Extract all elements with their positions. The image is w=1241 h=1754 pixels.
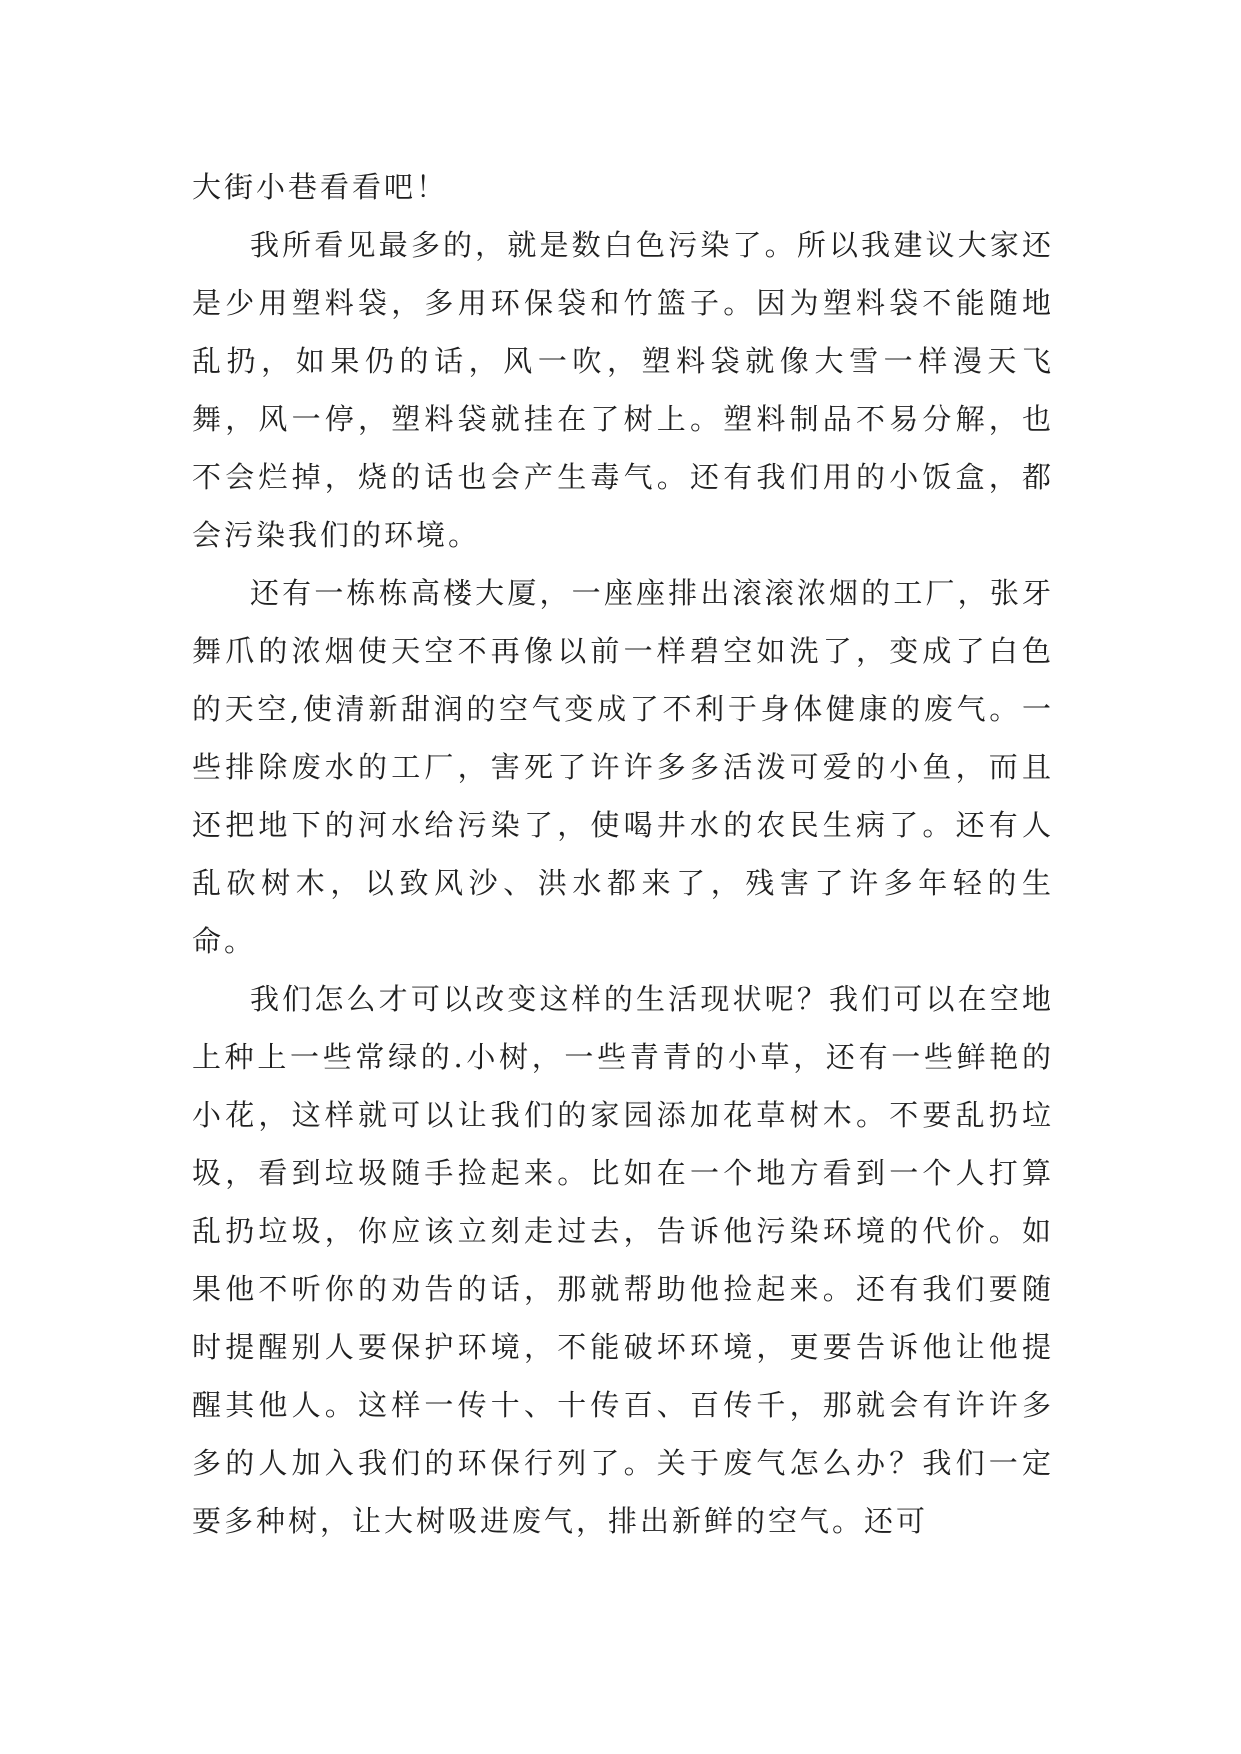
paragraph-white-pollution: 我所看见最多的，就是数白色污染了。所以我建议大家还是少用塑料袋，多用环保袋和竹篮子。因为塑料袋不能随地乱扔，如果仍的话，风一吹，塑料袋就像大雪一样漫天飞舞，风一停，塑料袋就挂在了树上。塑料制品不易分解，也不会烂掉，烧的话也会产生毒气。还有我们用的小饭盒，都会污染我们的环境。 [192,228,1054,552]
paragraph-continuation: 大街小巷看看吧！ [192,170,449,204]
paragraph-factory-pollution: 还有一栋栋高楼大厦，一座座排出滚滚浓烟的工厂，张牙舞爪的浓烟使天空不再像以前一样碧空如洗了，变成了白色的天空,使清新甜润的空气变成了不利于身体健康的废气。一些排除废水的工厂，害死了许许多多活泼可爱的小鱼，而且还把地下的河水给污染了，使喝井水的农民生病了。还有人乱砍树木，以致风沙、洪水都来了，残害了许多年轻的生命。 [192,576,1054,958]
paragraph-solutions: 我们怎么才可以改变这样的生活现状呢？我们可以在空地上种上一些常绿的.小树，一些青青的小草，还有一些鲜艳的小花，这样就可以让我们的家园添加花草树木。不要乱扔垃圾，看到垃圾随手捡起来。比如在一个地方看到一个人打算乱扔垃圾，你应该立刻走过去，告诉他污染环境的代价。如果他不听你的劝告的话，那就帮助他捡起来。还有我们要随时提醒别人要保护环境，不能破坏环境，更要告诉他让他提醒其他人。这样一传十、十传百、百传千，那就会有许许多多的人加入我们的环保行列了。关于废气怎么办？我们一定要多种树，让大树吸进废气，排出新鲜的空气。还可 [192,982,1054,1538]
essay-body [192,158,1054,1550]
